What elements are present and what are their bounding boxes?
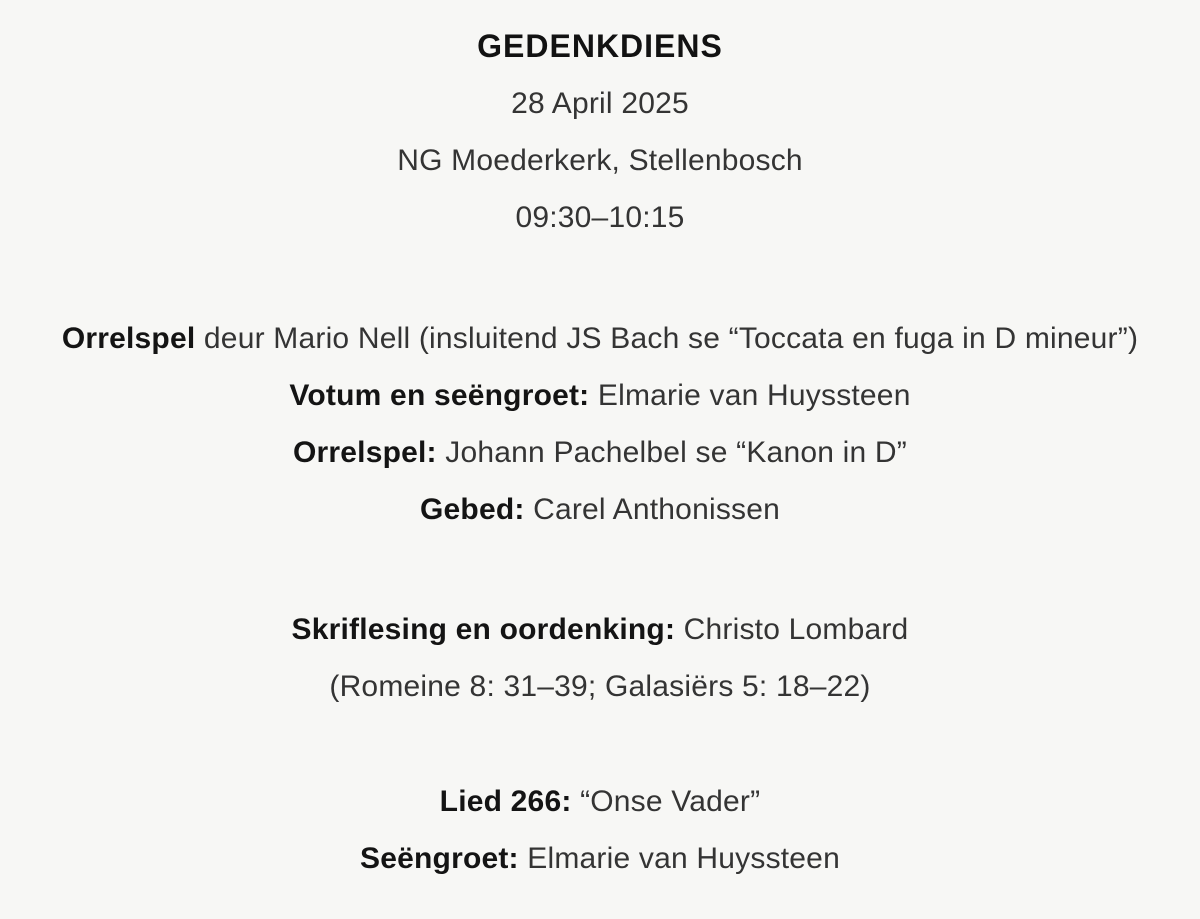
program-section-skriflesing (0, 601, 1200, 715)
program-item-text: Christo Lombard (675, 613, 909, 646)
program-item-text: “Onse Vader” (571, 785, 761, 818)
page-title: GEDENKDIENS (477, 28, 723, 64)
program-header (0, 18, 1200, 246)
program-section-opening (0, 310, 1200, 538)
program-item-text: Elmarie van Huyssteen (518, 842, 840, 875)
program-item-lied (0, 773, 1200, 830)
program-item-text: (Romeine 8: 31–39; Galasiërs 5: 18–22) (329, 670, 871, 703)
program-item-label: Seëngroet: (360, 842, 519, 875)
program-item-text: Elmarie van Huyssteen (589, 379, 911, 412)
program-item-scripture-refs (0, 658, 1200, 715)
program-item-text: Johann Pachelbel se “Kanon in D” (436, 436, 907, 469)
program-section-closing (0, 773, 1200, 887)
program-item-skriflesing (0, 601, 1200, 658)
program-item-gebed (0, 481, 1200, 538)
program-item-label: Orrelspel (61, 322, 196, 355)
service-venue: NG Moederkerk, Stellenbosch (397, 144, 803, 177)
program-item-text: Carel Anthonissen (524, 493, 780, 526)
program-item-text: deur Mario Nell (insluitend JS Bach se “Toccata en fuga in D mineur”) (195, 322, 1139, 355)
program-item-label: Lied 266: (439, 785, 572, 818)
program-item-label: Votum en seëngroet: (289, 379, 590, 412)
program-item-label: Gebed: (420, 493, 525, 526)
program-item-seengroet (0, 830, 1200, 887)
service-time: 09:30–10:15 (515, 201, 685, 234)
program-item-label: Skriflesing en oordenking: (291, 613, 676, 646)
service-date: 28 April 2025 (511, 87, 689, 120)
program-item-label: Orrelspel: (293, 436, 437, 469)
program-item-votum (0, 367, 1200, 424)
program-item-orrelspel-opening (0, 310, 1200, 367)
program-item-orrelspel-kanon (0, 424, 1200, 481)
